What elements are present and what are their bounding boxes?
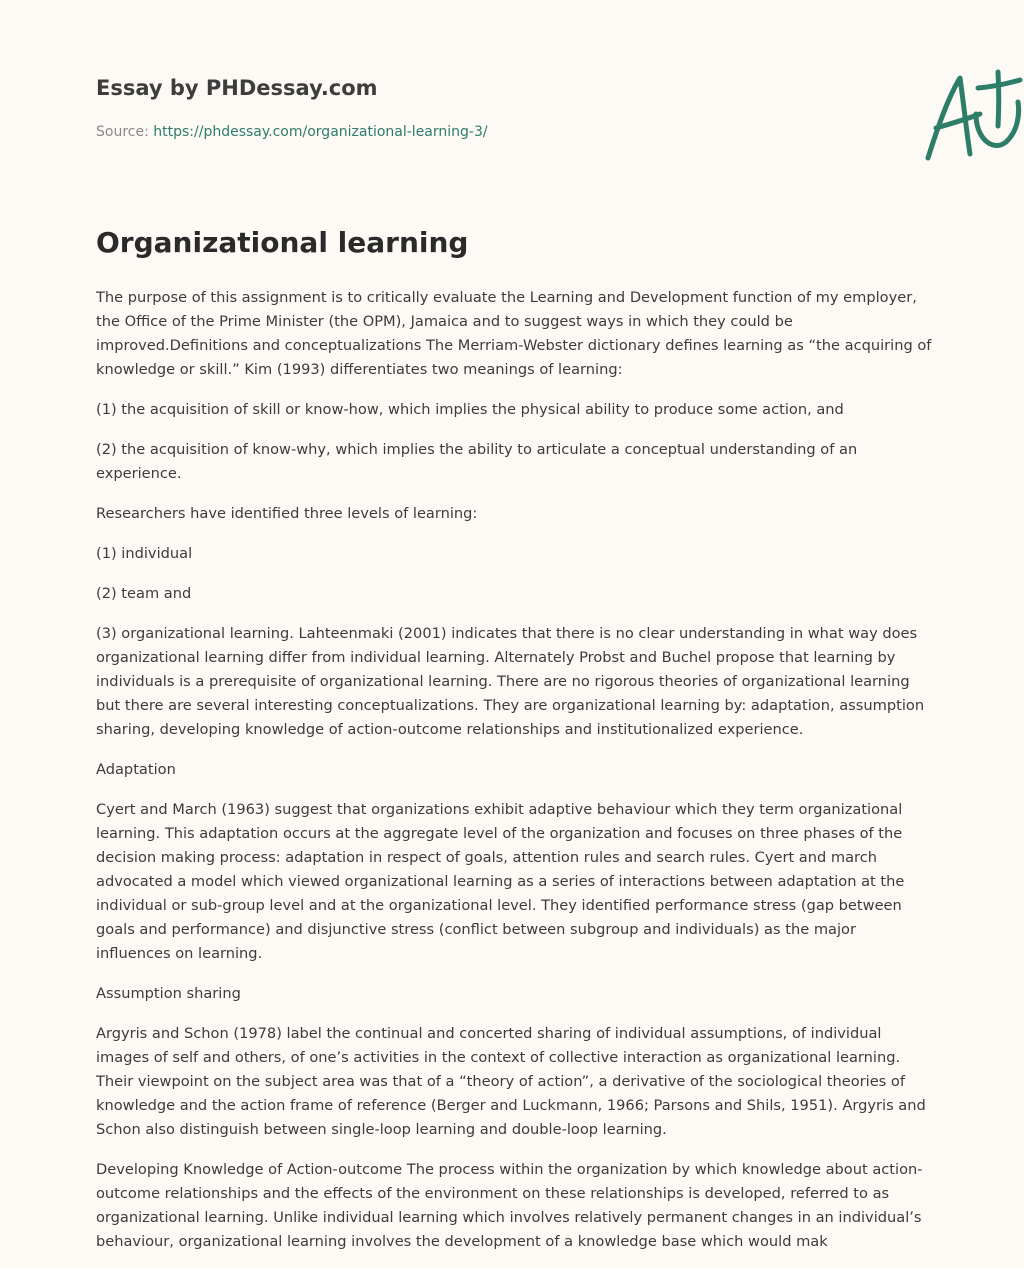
paragraph: The purpose of this assignment is to critically evaluate the Learning and Development function of my employer, the Office of the Prime Minister (the OPM), Jamaica and to suggest ways in which they could be improved.Definitions and conceptualizations The Merriam-Webster dictionary defines learning as “the acquiring of knowledge or skill.” Kim (1993) differentiates two meanings of learning: [96, 289, 932, 378]
paragraph: (1) the acquisition of skill or know-how, which implies the physical ability to produce some action, and [96, 401, 844, 418]
source-label: Source: [96, 124, 154, 140]
site-title: Essay by PHDessay.com [96, 76, 378, 100]
source-line [96, 124, 488, 140]
essay-body [96, 286, 932, 1268]
paragraph: Developing Knowledge of Action-outcome The process within the organization by which knowledge about action-outcome relationships and the effects of the environment on these relationships is developed, referred to as organizational learning. Unlike individual learning which involves relatively permanent changes in an individual’s behaviour, organizational learning involves the development of a knowledge base which would mak [96, 1161, 923, 1250]
paragraph: Argyris and Schon (1978) label the continual and concerted sharing of individual assumptions, of individual images of self and others, of one’s activities in the context of collective interaction as organizational learning. Their viewpoint on the subject area was that of a “theory of action”, a derivative of the sociological theories of knowledge and the action frame of reference (Berger and Luckmann, 1966; Parsons and Shils, 1951). Argyris and Schon also distinguish between single-loop learning and double-loop learning. [96, 1025, 926, 1138]
paragraph: Cyert and March (1963) suggest that organizations exhibit adaptive behaviour which they term organizational learning. This adaptation occurs at the aggregate level of the organization and focuses on three phases of the decision making process: adaptation in respect of goals, attention rules and search rules. Cyert and march advocated a model which viewed organizational learning as a series of interactions between adaptation at the individual or sub-group level and at the organizational level. They identified performance stress (gap between goals and performance) and disjunctive stress (conflict between subgroup and individuals) as the major influences on learning. [96, 801, 905, 962]
source-link[interactable]: https://phdessay.com/organizational-learning-3/ [153, 124, 488, 140]
paragraph: (3) organizational learning. Lahteenmaki (2001) indicates that there is no clear understanding in what way does organizational learning differ from individual learning. Alternately Probst and Buchel propose that learning by individuals is a prerequisite of organizational learning. There are no rigorous theories of organizational learning but there are several interesting conceptualizations. They are organizational learning by: adaptation, assumption sharing, developing knowledge of action-outcome relationships and institutionalized experience. [96, 625, 925, 738]
section-heading: Adaptation [96, 761, 176, 778]
paragraph: (1) individual [96, 545, 193, 562]
paragraph: Researchers have identified three levels of learning: [96, 505, 478, 522]
essay-title: Organizational learning [96, 226, 469, 259]
paragraph: (2) team and [96, 585, 192, 602]
paragraph: (2) the acquisition of know-why, which implies the ability to articulate a conceptual understanding of an experience. [96, 441, 858, 482]
a-plus-logo-icon [920, 66, 1024, 166]
section-heading: Assumption sharing [96, 985, 241, 1002]
